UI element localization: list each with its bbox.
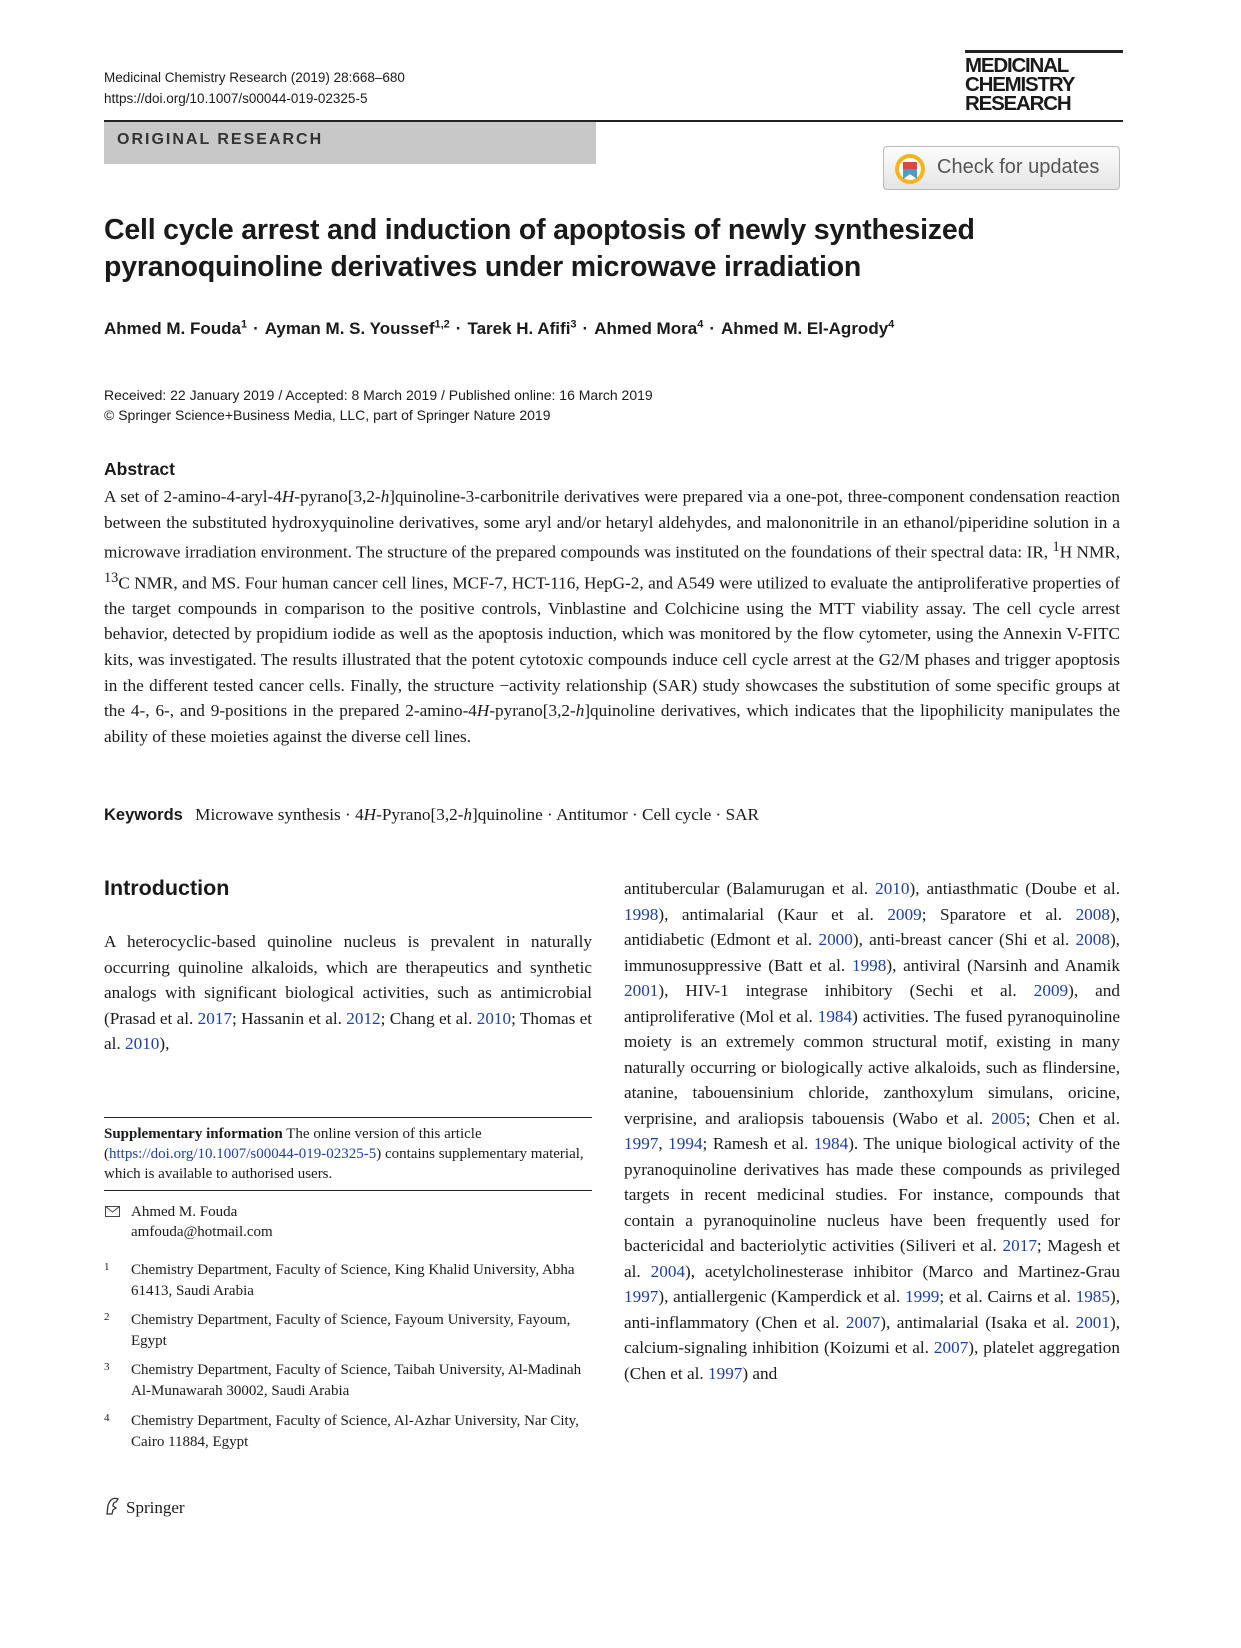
citation-link[interactable]: 2008 xyxy=(1075,930,1110,949)
history-dates: Received: 22 January 2019 / Accepted: 8 March 2019 / Published online: 16 March 2019 xyxy=(104,387,653,403)
citation-link[interactable]: 1984 xyxy=(813,1134,849,1153)
author[interactable]: Ahmed M. El-Agrody$^4$ xyxy=(720,318,895,338)
author[interactable]: Ayman M. S. Youssef$^{1,2}$ xyxy=(264,318,450,338)
check-for-updates-label: Check for updates xyxy=(937,156,1100,178)
copyright-line: © Springer Science+Business Media, LLC, part of Springer Nature 2019 xyxy=(104,407,551,423)
introduction-right-column: antitubercular (Balamurugan et al. 2010), antiasthmatic (Doube et al. 1998), antimalarial (Kaur et al. 2009; Sparatore et al. 2008), antidiabetic (Edmont et al. 2000), anti-breast cancer (Shi et al. 2008), immunosuppressive (Batt et al. 1998), antiviral (Narsinh and Anamik 2001), HIV-1 integrase inhibitory (Sechi et al. 2009), and antiproliferative (Mol et al. 1984) activities. The fused pyranoquinoline moiety is an extremely common structural motif, existing in many naturally occurring or biologically active alkaloids, such as flindersine, atanine, tabouensinium chloride, zanthoxylum simulans, oricine, verprisine, and araliopsis tabouensis (Wabo et al. 2005; Chen et al. 1997, 1994; Ramesh et al. 1984). The unique biological activity of the pyranoquinoline derivatives has made these compounds as privileged targets in recent medicinal studies. For instance, compounds that contain a pyranoquinoline nucleus have been frequently used for bactericidal and bacteriolytic activities (Siliveri et al. 2017; Magesh et al. 2004), acetylcholinesterase inhibitor (Marco and Martinez-Grau 1997), antiallergenic (Kamperdick et al. 1999; et al. Cairns et al. 1985), anti-inflammatory (Chen et al. 2007), antimalarial (Isaka et al. 2001), calcium-signaling inhibition (Koizumi et al. 2007), platelet aggregation (Chen et al. 1997) and xyxy=(624,879,1121,1383)
journal-citation-block xyxy=(104,67,405,109)
keywords: Keywords Microwave synthesis · 4H-Pyrano[3,2-h]quinoline · Antitumor · Cell cycle · SAR xyxy=(104,805,759,824)
affiliation: 4 Chemistry Department, Faculty of Science, Al-Azhar University, Nar City, Cairo 11884, Egypt xyxy=(104,1412,579,1450)
supplementary-link[interactable]: https://doi.org/10.1007/s00044-019-02325-5 xyxy=(109,1146,377,1162)
citation-link[interactable]: 2007 xyxy=(845,1312,881,1332)
keyword: 4H-Pyrano[3,2-h]quinoline xyxy=(355,805,543,824)
abstract-heading: Abstract xyxy=(104,459,175,479)
abstract-body: A set of 2-amino-4-aryl-4H-pyrano[3,2-h]quinoline-3-carbonitrile derivatives were prepared via a one-pot, three-component condensation reaction between the substituted hydroxyquinoline derivatives, some aryl and/or hetaryl aldehydes, and malononitrile in an ethanol/piperidine solution in a microwave irradiation environment. The structure of the prepared compounds was instituted on the foundations of their spectral data: IR, $^1$H NMR, $^{13}$C NMR, and MS. Four human cancer cell lines, MCF-7, HCT-116, HepG-2, and A549 were utilized to evaluate the antiproliferative properties of the target compounds in comparison to the positive controls, Vinblastine and Colchicine using the MTT viability assay. The cell cycle arrest behavior, detected by propidium iodide as well as the apoptosis induction, which was monitored by the flow cytometer, using the Annexin V-FITC kits, was investigated. The results illustrated that the potent cytotoxic compounds induce cell cycle arrest at the G2/M phases and trigger apoptosis in the different tested cancer cells. Finally, the structure −activity relationship (SAR) study showcases the substitution of some specific groups at the 4-, 6-, and 9-positions in the prepared 2-amino-4H-pyrano[3,2-h]quinoline derivatives, which indicates that the lipophilicity manipulates the ability of these moieties against the diverse cell lines. xyxy=(104,487,1120,746)
citation-link[interactable]: 1997 xyxy=(708,1363,743,1383)
citation-link[interactable]: 2009 xyxy=(1033,981,1069,1000)
journal-doi[interactable]: https://doi.org/10.1007/s00044-019-02325-5 xyxy=(104,91,368,106)
corresponding-name: Ahmed M. Fouda xyxy=(131,1204,238,1220)
author[interactable]: Ahmed M. Fouda$^1$ xyxy=(104,318,248,338)
title-line-2: pyranoquinoline derivatives under microwave irradiation xyxy=(104,251,862,283)
keyword: SAR xyxy=(725,805,759,824)
citation-link[interactable]: 2010 xyxy=(875,879,910,898)
corresponding-email[interactable]: amfouda@hotmail.com xyxy=(131,1224,273,1240)
citation-link[interactable]: 2004 xyxy=(650,1261,686,1281)
keyword: Antitumor xyxy=(556,805,628,824)
journal-citation: Medicinal Chemistry Research (2019) 28:668–680 xyxy=(104,70,405,85)
crossmark-icon xyxy=(894,153,926,185)
affiliation: 2 Chemistry Department, Faculty of Science, Fayoum University, Fayoum, Egypt xyxy=(104,1311,571,1349)
affiliation: 3 Chemistry Department, Faculty of Science, Taibah University, Al-Madinah Al-Munawarah 30002, Saudi Arabia xyxy=(104,1361,582,1399)
citation-link[interactable]: 1998 xyxy=(851,955,887,975)
footnote-divider xyxy=(104,1190,592,1191)
publication-dates xyxy=(104,385,653,425)
citation-link[interactable]: 1997 xyxy=(624,1134,659,1153)
introduction-heading: Introduction xyxy=(104,876,230,900)
keywords-heading: Keywords xyxy=(104,806,183,824)
journal-logo xyxy=(965,50,1123,113)
springer-horse-icon xyxy=(104,1496,122,1516)
citation-link[interactable]: 2000 xyxy=(818,930,853,949)
keyword: Microwave synthesis xyxy=(195,805,341,824)
citation-link[interactable]: 2001 xyxy=(624,981,659,1000)
author-list: Ahmed M. Fouda$^1$ · Ayman M. S. Youssef$^{1,2}$ · Tarek H. Afifi$^3$ · Ahmed Mora$^4$ · Ahmed M. El-Agrody$^4$ xyxy=(104,318,895,338)
logo-line-2: CHEMISTRY xyxy=(965,73,1075,96)
check-for-updates-button[interactable] xyxy=(883,146,1120,190)
citation-link[interactable]: 1984 xyxy=(817,1006,853,1026)
citation-link[interactable]: 2008 xyxy=(1075,904,1110,924)
citation-link[interactable]: 1999 xyxy=(905,1287,940,1306)
citation-link[interactable]: 1997 xyxy=(624,1287,659,1306)
section-label: ORIGINAL RESEARCH xyxy=(117,131,324,148)
citation-link[interactable]: 2010 xyxy=(476,1008,512,1028)
author[interactable]: Ahmed Mora$^4$ xyxy=(594,318,704,338)
citation-link[interactable]: 2010 xyxy=(125,1034,160,1053)
citation-link[interactable]: 2001 xyxy=(1075,1312,1110,1332)
introduction-left-column: A heterocyclic-based quinoline nucleus is prevalent in naturally occurring quinoline alkaloids, which are therapeutics and synthetic analogs with significant biological activities, such as antimicrobial (Prasad et al. 2017; Hassanin et al. 2012; Chang et al. 2010; Thomas et al. 2010), xyxy=(104,932,592,1053)
footnote-divider xyxy=(104,1117,592,1118)
citation-link[interactable]: 2005 xyxy=(991,1108,1026,1128)
citation-link[interactable]: 2017 xyxy=(1002,1236,1037,1255)
envelope-icon xyxy=(105,1206,120,1217)
corresponding-author xyxy=(104,1202,592,1242)
citation-link[interactable]: 1994 xyxy=(668,1134,703,1153)
citation-link[interactable]: 2007 xyxy=(933,1338,969,1357)
supplementary-info: Supplementary information The online version of this article (https://doi.org/10.1007/s00044-019-02325-5) contains supplementary material, which is available to authorised users. xyxy=(104,1126,584,1182)
citation-link[interactable]: 2012 xyxy=(346,1008,381,1028)
author[interactable]: Tarek H. Afifi$^3$ xyxy=(467,318,577,338)
title-line-1: Cell cycle arrest and induction of apoptosis of newly synthesized xyxy=(104,214,975,246)
article-title xyxy=(104,212,1114,286)
citation-link[interactable]: 1998 xyxy=(624,904,659,924)
citation-link[interactable]: 2017 xyxy=(197,1008,233,1028)
logo-line-1: MEDICINAL xyxy=(965,54,1069,77)
keyword: Cell cycle xyxy=(642,805,712,824)
logo-line-3: RESEARCH xyxy=(965,92,1071,115)
citation-link[interactable]: 1985 xyxy=(1075,1287,1110,1306)
affiliation: 1 Chemistry Department, Faculty of Science, King Khalid University, Abha 61413, Saudi Arabia xyxy=(104,1261,575,1299)
citation-link[interactable]: 2009 xyxy=(887,904,922,924)
publisher-logo: Springer xyxy=(104,1496,185,1518)
